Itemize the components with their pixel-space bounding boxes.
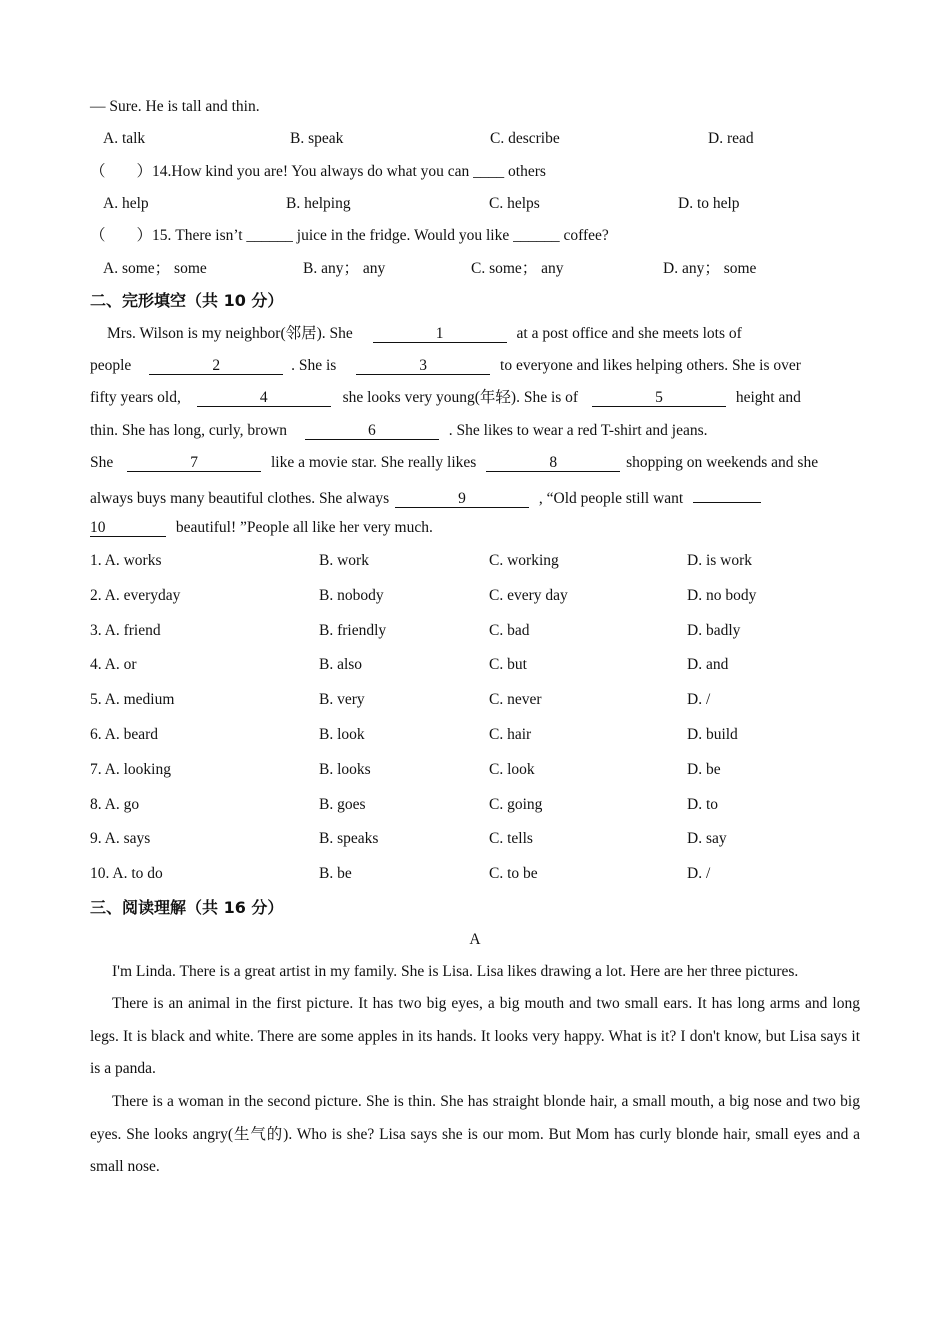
cloze-blank-8: 8 [486,454,620,472]
cloze-option-9-c: C. tells [489,830,533,847]
cloze-option-7-c: C. look [489,761,535,778]
cloze-blank-1: 1 [373,325,507,343]
cloze-option-2-a: 2. A. everyday [90,587,181,604]
q15-option-c: C. some； any [471,260,564,277]
cloze-option-3-b: B. friendly [319,622,387,639]
cloze-option-5-d: D. / [687,691,711,708]
cloze-text: always buys many beautiful clothes. She always [90,490,390,507]
cloze-option-10-a: 10. A. to do [90,865,163,882]
section2-heading: 二、完形填空（共 10 分） [90,291,284,310]
cloze-line-3 [90,388,801,408]
q13-option-d: D. read [708,130,754,147]
cloze-option-9-b: B. speaks [319,830,379,847]
cloze-text: people [90,357,132,374]
reading-paragraph-1 [90,956,860,989]
q14-option-b: B. helping [286,195,351,212]
cloze-option-1-a: 1. A. works [90,552,162,569]
q15-text: 15. There isn’t ______ juice in the fridge. Would you like ______ coffee? [152,227,609,244]
cloze-text: like a movie star. She really likes [271,454,477,471]
cloze-option-6-b: B. look [319,726,365,743]
cloze-option-7-a: 7. A. looking [90,761,171,778]
cloze-line-4 [90,421,707,441]
cloze-option-6-a: 6. A. beard [90,726,159,743]
cloze-blank-6: 6 [305,422,439,440]
cloze-option-3-d: D. badly [687,622,741,639]
cloze-option-4-b: B. also [319,656,363,673]
cloze-option-10-b: B. be [319,865,352,882]
cloze-option-3-a: 3. A. friend [90,622,161,639]
cloze-blank-10-start [693,485,761,503]
reading-paragraph-2 [90,988,860,1086]
cloze-text: . She is [291,357,337,374]
q15-option-b: B. any； any [303,260,386,277]
cloze-line-7 [90,518,433,538]
q13-option-c: C. describe [490,130,560,147]
cloze-option-5-a: 5. A. medium [90,691,175,708]
cloze-text: at a post office and she meets lots of [516,325,742,342]
cloze-text: to everyone and likes helping others. She is over [500,357,801,374]
cloze-option-5-c: C. never [489,691,542,708]
cloze-option-8-a: 8. A. go [90,796,140,813]
q14-option-c: C. helps [489,195,540,212]
cloze-blank-10: 10 [90,519,166,537]
q14-text: 14.How kind you are! You always do what you can ____ others [152,163,546,180]
cloze-option-9-a: 9. A. says [90,830,151,847]
cloze-option-3-c: C. bad [489,622,530,639]
q15-stem [90,226,609,246]
section3-heading: 三、阅读理解（共 16 分） [90,898,284,917]
reading-text: There is a woman in the second picture. She is thin. She has straight blonde hair, a small mouth, a big nose and two big eyes. She looks angry(生气的). Who is she? Lisa says she is our mom. But Mom has curly blonde hair, small eyes and a small nose. [90,1093,860,1175]
cloze-text: beautiful! ”People all like her very much. [175,519,433,536]
q14-answer-paren: （ ） [90,163,153,180]
cloze-blank-5: 5 [592,389,726,407]
q13-option-a: A. talk [103,130,146,147]
cloze-text: she looks very young(年轻). She is of [342,389,579,406]
cloze-line-1 [107,324,742,344]
cloze-text: . She likes to wear a red T-shirt and jeans. [448,422,708,439]
cloze-option-4-c: C. but [489,656,527,673]
cloze-option-5-b: B. very [319,691,365,708]
cloze-option-4-d: D. and [687,656,729,673]
cloze-text: height and [735,389,801,406]
cloze-text: shopping on weekends and she [626,454,819,471]
cloze-blank-4: 4 [197,389,331,407]
cloze-option-2-b: B. nobody [319,587,384,604]
cloze-blank-2: 2 [149,357,283,375]
reading-text: I'm Linda. There is a great artist in my family. She is Lisa. Lisa likes drawing a lot. Here are her three pictures. [112,963,799,980]
passage-label: A [469,931,481,948]
q15-option-a: A. some； some [103,260,207,277]
cloze-option-1-c: C. working [489,552,559,569]
cloze-line-5 [90,453,818,473]
q13-option-b: B. speak [290,130,344,147]
cloze-blank-7: 7 [127,454,261,472]
cloze-option-9-d: D. say [687,830,727,847]
q14-stem [90,162,546,182]
reading-text: There is an animal in the first picture. It has two big eyes, a big mouth and two small ears. It has long arms and long legs. It is black and white. There are some apples in its hands. It looks very happy. What is it? I don't know, but Lisa says it is a panda. [90,995,860,1077]
cloze-option-4-a: 4. A. or [90,656,137,673]
cloze-option-8-d: D. to [687,796,718,813]
cloze-option-1-d: D. is work [687,552,753,569]
reading-paragraph-3 [90,1086,860,1184]
cloze-option-8-b: B. goes [319,796,366,813]
cloze-line-2 [90,356,801,376]
cloze-option-6-d: D. build [687,726,738,743]
cloze-text: , “Old people still want [538,490,684,507]
cloze-option-6-c: C. hair [489,726,532,743]
q14-option-a: A. help [103,195,149,212]
q13-answer-line: — Sure. He is tall and thin. [90,98,260,115]
cloze-line-6 [90,485,761,509]
cloze-option-2-d: D. no body [687,587,757,604]
cloze-option-10-d: D. / [687,865,711,882]
cloze-text: fifty years old, [90,389,181,406]
cloze-text: She [90,454,114,471]
q15-option-d: D. any； some [663,260,757,277]
cloze-option-10-c: C. to be [489,865,538,882]
cloze-blank-9: 9 [395,490,529,508]
cloze-blank-3: 3 [356,357,490,375]
q14-option-d: D. to help [678,195,740,212]
cloze-text: Mrs. Wilson is my neighbor(邻居). She [107,325,353,342]
q15-answer-paren: （ ） [90,227,153,244]
cloze-option-2-c: C. every day [489,587,568,604]
cloze-text: thin. She has long, curly, brown [90,422,288,439]
cloze-option-7-d: D. be [687,761,721,778]
cloze-option-8-c: C. going [489,796,543,813]
cloze-option-7-b: B. looks [319,761,371,778]
cloze-option-1-b: B. work [319,552,369,569]
